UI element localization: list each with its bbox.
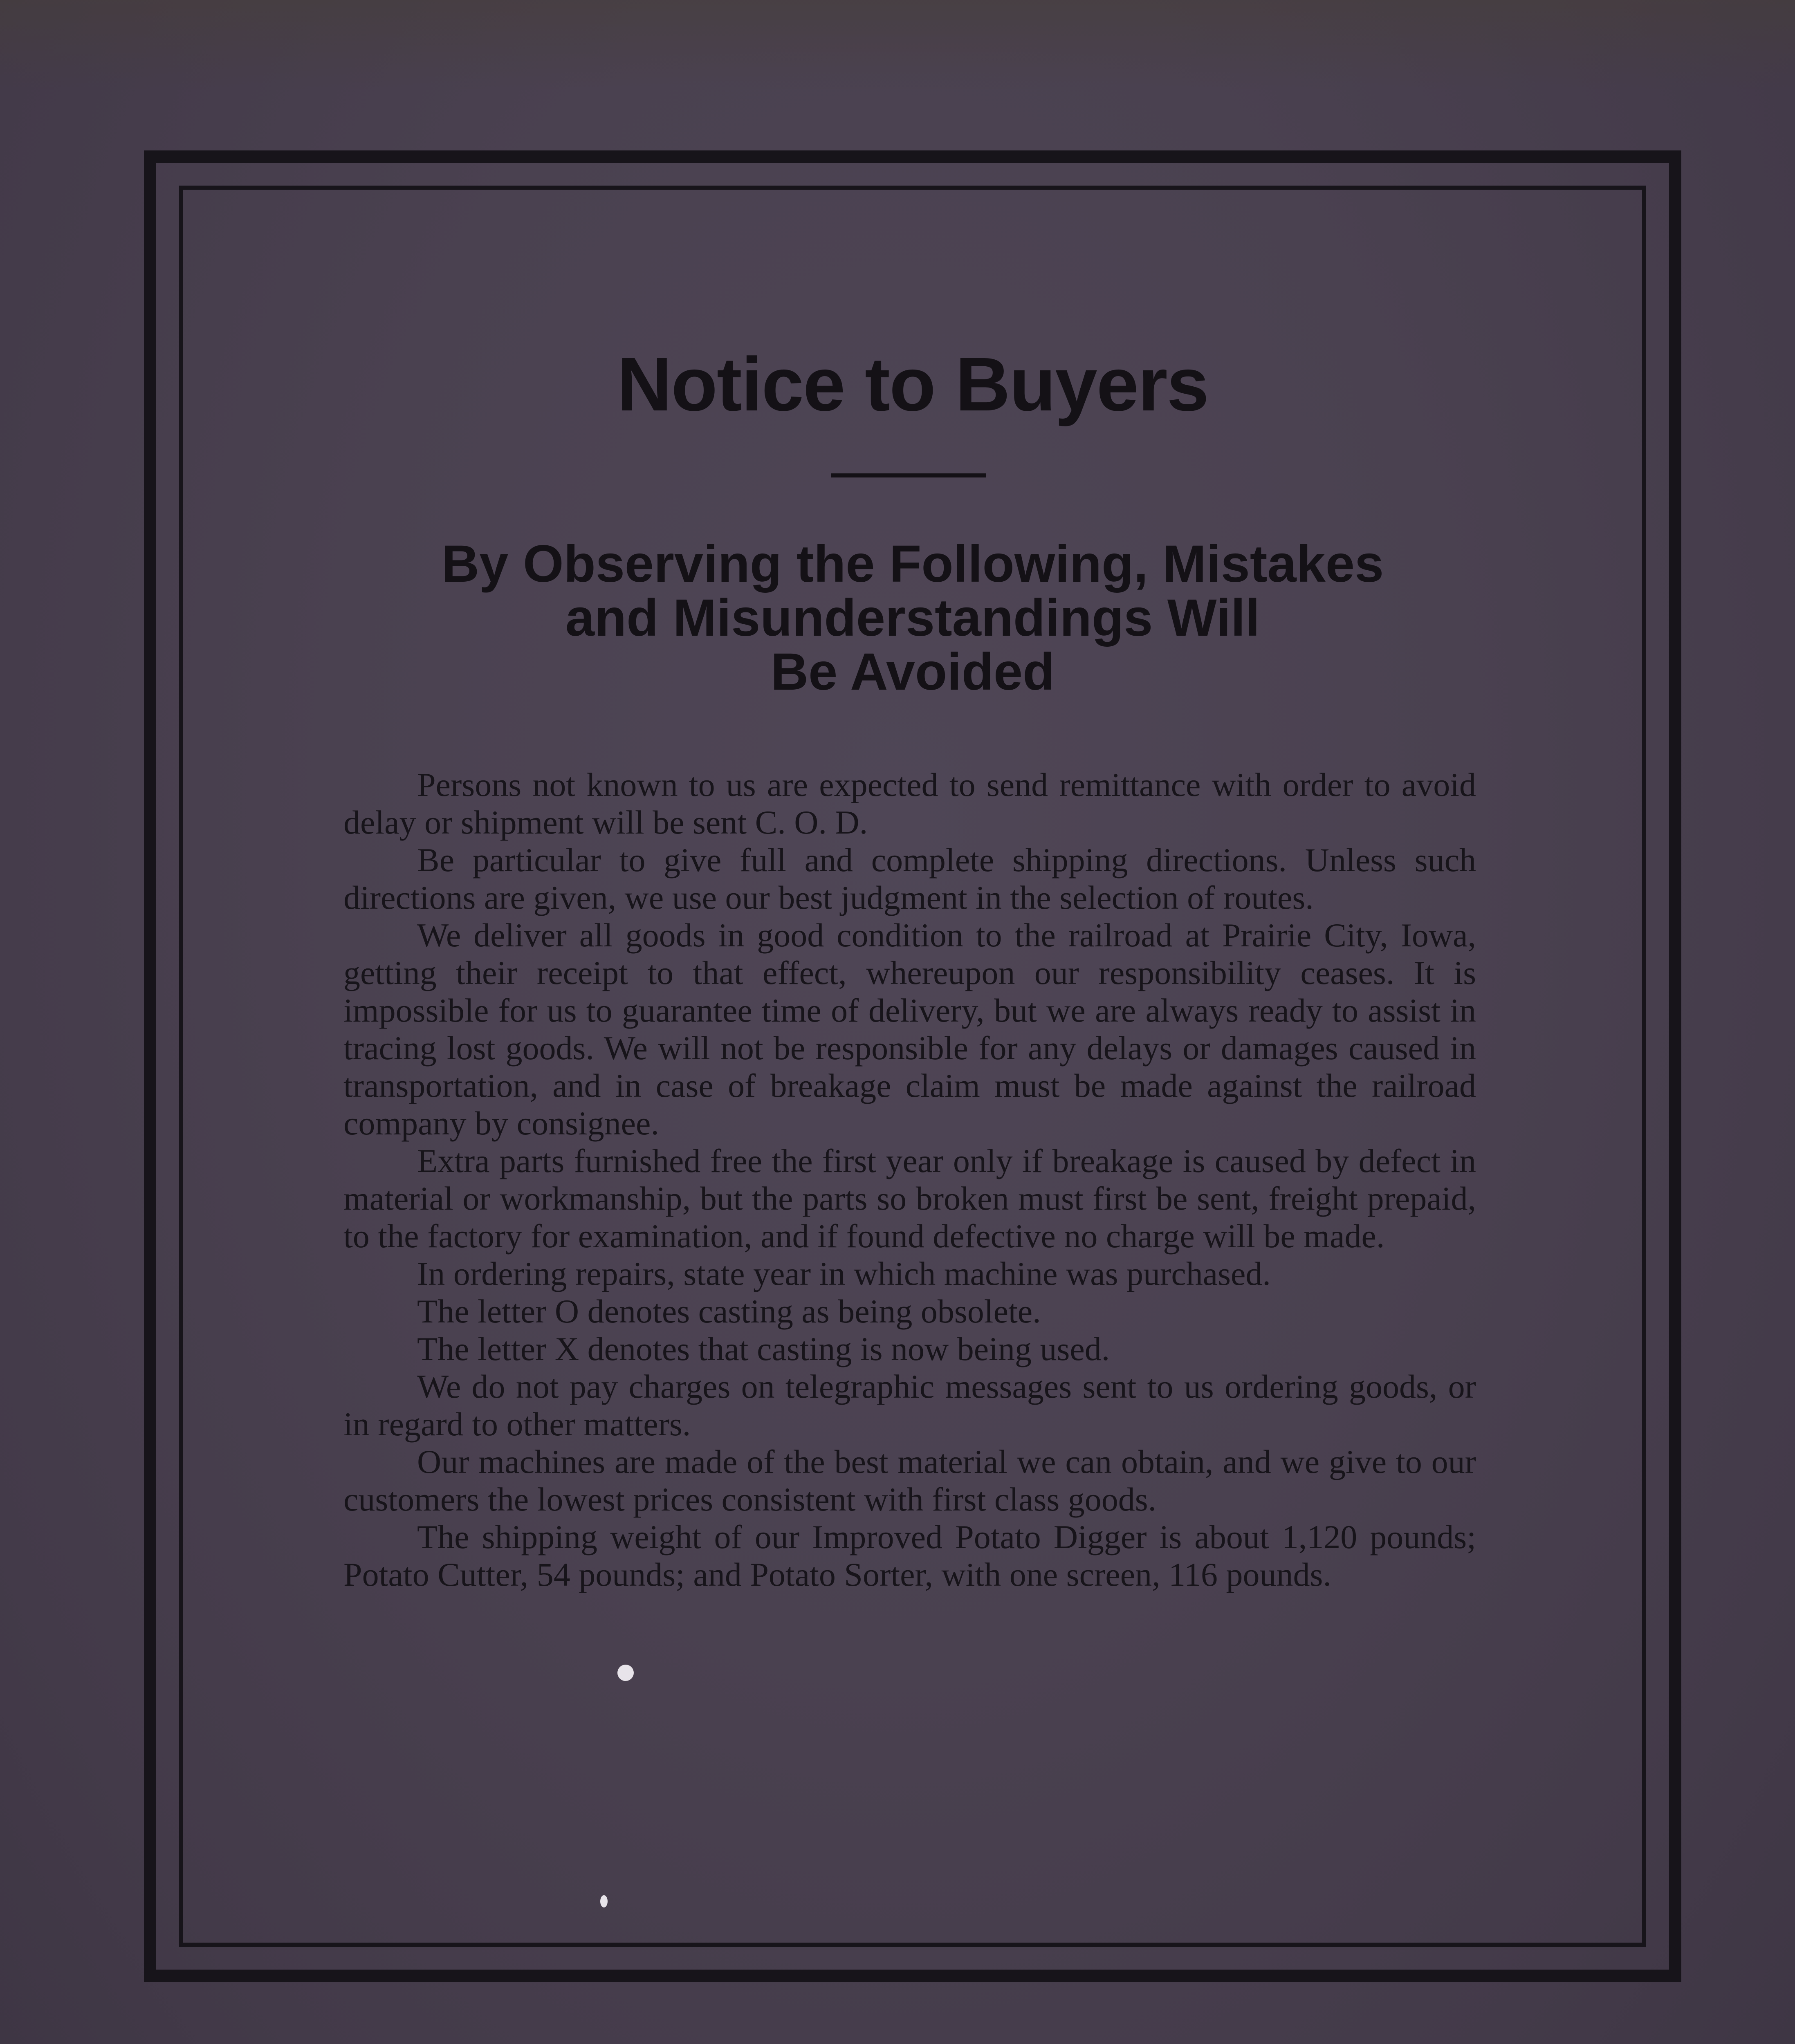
notice-title: Notice to Buyers xyxy=(617,342,1208,427)
paragraph-materials: Our machines are made of the best material we can obtain, and we give to our customers the lowest prices consistent with first class goods. xyxy=(343,1443,1476,1518)
paragraph-delivery: We deliver all goods in good condition to the railroad at Prairie City, Iowa, getting their receipt to that effect, whereupon our responsibility ceases. It is impossible for us to guarantee time of delivery, but we are always ready to assist in tracing lost goods. We will not be responsible for any delays or damages caused in transportation, and in case of breakage claim must be made against the railroad company by consignee. xyxy=(343,917,1476,1142)
notice-content xyxy=(183,190,1642,1943)
paragraph-remittance: Persons not known to us are expected to send remittance with order to avoid delay or shipment will be sent C. O. D. xyxy=(343,766,1476,841)
paper-hole-spot xyxy=(617,1665,634,1681)
paragraph-shipping-directions: Be particular to give full and complete shipping directions. Unless such directions are given, we use our best judgment in the selection of routes. xyxy=(343,841,1476,916)
paragraph-extra-parts: Extra parts furnished free the first year only if breakage is caused by defect in material or workmanship, but the parts so broken must first be sent, freight prepaid, to the factory for examination, and if found defective no charge will be made. xyxy=(343,1142,1476,1255)
paragraph-repairs: In ordering repairs, state year in which machine was purchased. xyxy=(417,1255,1271,1292)
subtitle-line: By Observing the Following, Mistakes xyxy=(441,535,1384,593)
notice-body xyxy=(343,766,1476,1594)
paragraph-letter-o: The letter O denotes casting as being obsolete. xyxy=(417,1293,1041,1330)
notice-subtitle xyxy=(265,537,1560,699)
title-divider xyxy=(831,473,986,477)
paragraph-shipping-weight: The shipping weight of our Improved Potato Digger is about 1,120 pounds; Potato Cutter, 54 pounds; and Potato Sorter, with one screen, 116 pounds. xyxy=(343,1518,1476,1593)
subtitle-line: Be Avoided xyxy=(770,643,1055,701)
paragraph-telegraphic: We do not pay charges on telegraphic messages sent to us ordering goods, or in regard to other matters. xyxy=(343,1368,1476,1443)
paper-stain xyxy=(0,0,1795,90)
subtitle-line: and Misunderstandings Will xyxy=(565,589,1260,647)
paragraph-letter-x: The letter X denotes that casting is now being used. xyxy=(417,1330,1110,1367)
paper-hole-spot xyxy=(600,1895,608,1907)
